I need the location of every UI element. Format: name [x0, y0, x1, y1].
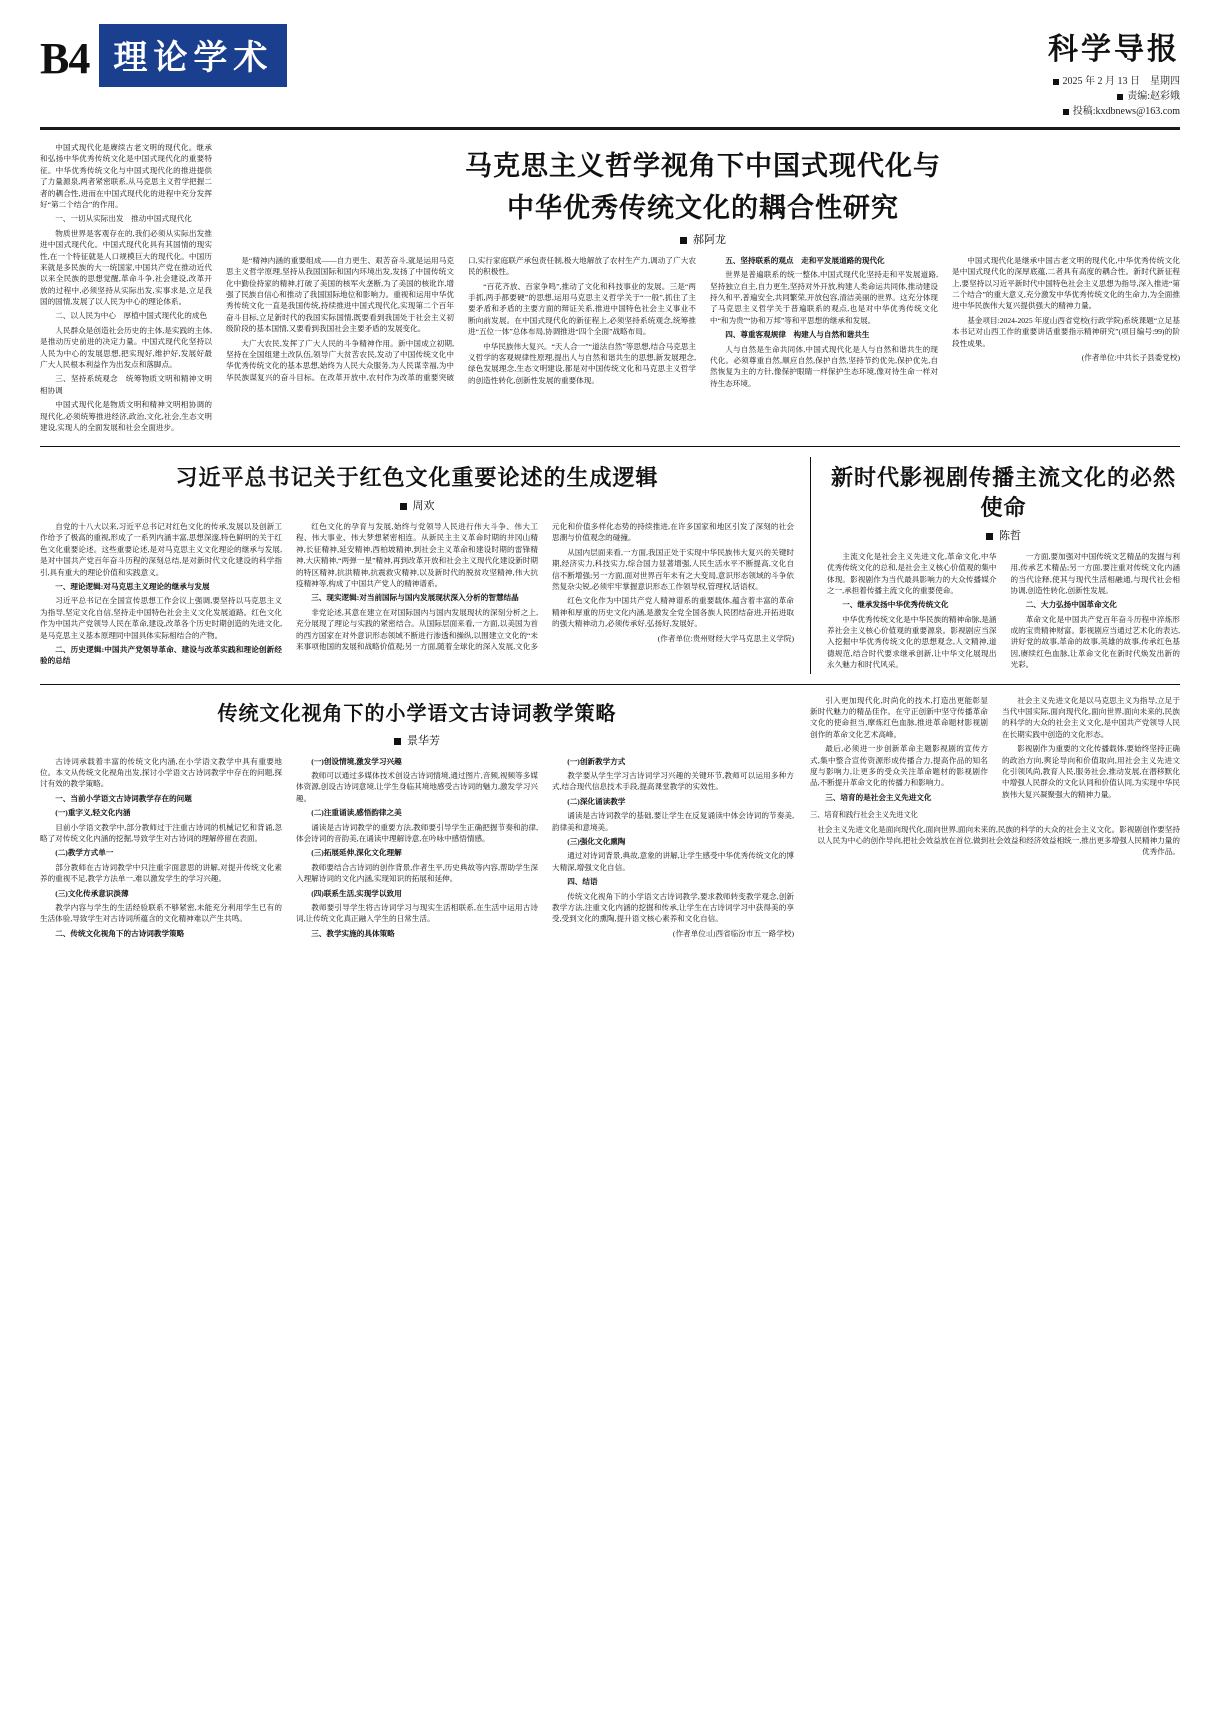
bullet-icon: [1063, 109, 1069, 115]
paragraph: 红色文化的孕育与发展,始终与党领导人民进行伟大斗争、伟大工程、伟大事业、伟大梦想紧密相连。从新民主主义革命时期的井冈山精神,长征精神,延安精神,西柏坡精神,到社会主义革命和建设时期的雷锋精神,大庆精神,“两弹一星”精神,再到改革开放和社会主义现代化建设新时期的特区精神,抗洪精神,抗震救灾精神,以及新时代的脱贫攻坚精神,伟大抗疫精神等,构成了中国共产党人的精神谱系。: [296, 522, 538, 589]
bullet-icon: [1053, 79, 1059, 85]
article-body: [226, 255, 1180, 389]
article-body-continued: [810, 695, 1180, 805]
paragraph: 教学要从学生学习古诗词学习兴趣的关键环节,教师可以运用多种方式,结合现代信息技术手段,提高课堂教学的实效性。: [552, 771, 794, 792]
section-title: 理论学术: [99, 24, 287, 87]
paragraph: 一方面,要加强对中国传统文艺精品的发掘与利用,传承艺术精品;另一方面,要注重对传统文化内涵的当代诠释,使其与现代生活相融通,与现代社会相协调,创造性转化,创新性发展。: [1010, 551, 1180, 595]
subheading: 一、理论逻辑:对马克思主义理论的继承与发展: [55, 582, 210, 592]
top-left-column: [40, 142, 212, 436]
paragraph: 教师可以通过多媒体技术创设古诗词情境,通过图片,音频,视频等多媒体资源,创设古诗词意境,让学生身临其境地感受古诗词的魅力,激发学习兴趣。: [296, 771, 538, 803]
subheading: (一)创设情境,激发学习兴趣: [311, 756, 402, 766]
paper-name: 科学导报: [1048, 33, 1180, 66]
paragraph: 是“精神内涵的重要组成——自力更生、艰苦奋斗,就是运用马克思主义哲学原理,坚持从我国国际和国内环境出发,发扬了中国传统文化中勤俭持家的精神,打破了美国的核军火垄断,为了美国的核讹诈,增强了民族自信心和推动了我国国际地位和影响力。重视和运用中华优秀传统文化一直是我国传统,持续推进中国式现代化,实现第二个百年奋斗目标,立足新时代的我国实际国情,既要看到我国处于社会主义初级阶段的基本国情,又要看到我国社会主要矛盾的发展变化。: [226, 255, 454, 334]
paragraph: 主流文化是社会主义先进文化,革命文化,中华优秀传统文化的总和,是社会主义核心价值观的集中体现。影视剧作为当代最具影响力的大众传播媒介之一,承担着传播主流文化的重要使命。: [827, 551, 997, 595]
subheading: 一、当前小学语文古诗词教学存在的问题: [55, 793, 192, 803]
subheading: 五、坚持联系的观点 走和平发展道路的现代化: [725, 255, 885, 265]
paragraph: 革命文化是中国共产党百年奋斗历程中淬炼形成的宝贵精神财富。影视剧应当通过艺术化的表达,讲好党的故事,革命的故事,英雄的故事,传承红色基因,赓续红色血脉,让革命文化在新时代焕发出新的光彩。: [1010, 614, 1180, 670]
masthead: [40, 24, 1180, 130]
subheading: 三、坚持系统观念 统筹物质文明和精神文明相协调: [40, 374, 212, 395]
paragraph: 人与自然是生命共同体,中国式现代化是人与自然和谐共生的现代化。必须尊重自然,顺应自然,保护自然,坚持节约优先,保护优先,自然恢复为主的方针,像保护眼睛一样保护生态环境,像对待生命一样对待生态环境。: [710, 344, 938, 388]
article-headline: 传统文化视角下的小学语文古诗词教学策略: [217, 702, 617, 725]
paragraph: 传统文化视角下的小学语文古诗词教学,要求教师转变教学观念,创新教学方法,注重文化内涵的挖掘和传承,让学生在古诗词学习中获得美的享受,受到文化的熏陶,提升语文核心素养和文化自信。: [552, 891, 794, 924]
subheading: (四)联系生活,实现学以致用: [311, 888, 402, 898]
article-tv-drama: [827, 457, 1180, 673]
article-body: [40, 521, 794, 667]
bottom-article-zone: [40, 695, 1180, 942]
paragraph: 中国式现代化是继承中国古老文明的现代化,中华优秀传统文化是中国式现代化的深厚底蕴,二者具有高度的耦合性。新时代新征程上,要坚持以习近平新时代中国特色社会主义思想为指导,深入推进“第二个结合”的重大意义,充分激发中华优秀传统文化的生命力,为全面推进中华民族伟大复兴提供强大的精神力量。: [952, 255, 1180, 311]
article-signature: (作者单位:中共长子县委党校): [1081, 353, 1180, 362]
masthead-left: [40, 24, 287, 87]
article-headline-line2: 中华优秀传统文化的耦合性研究: [507, 193, 899, 224]
byline-square-icon: [394, 738, 401, 745]
paragraph: 最后,必须进一步创新革命主题影视剧的宣传方式,集中整合宣传资源形成传播合力,提高作品的知名度与影响力,让更多的受众关注革命题材的影视剧作品,不断提升革命文化的传播力和影响力。: [810, 744, 988, 788]
paragraph: 教学内容与学生的生活经验联系不够紧密,未能充分利用学生已有的生活体验,导致学生对古诗词所蕴含的文化精神难以产生共鸣。: [40, 902, 282, 924]
paragraph: 通过对诗词背景,典故,意象的讲解,让学生感受中华优秀传统文化的博大精深,增强文化自信。: [552, 851, 794, 872]
middle-article-zone: [40, 457, 1180, 673]
subheading: (二)深化诵读教学: [567, 796, 626, 806]
byline-square-icon: [400, 503, 407, 510]
article-headline: 习近平总书记关于红色文化重要论述的生成逻辑: [175, 465, 659, 491]
paragraph: 目前小学语文教学中,部分教师过于注重古诗词的机械记忆和背诵,忽略了对传统文化内涵的挖掘,导致学生对古诗词的理解停留在表面。: [40, 822, 282, 843]
paragraph: 自党的十八大以来,习近平总书记对红色文化的传承,发展以及创新工作给予了极高的重视,形成了一系列内涵丰富,思想深邃,特色鲜明的关于红色文化重要论述。这些重要论述,是对马克思主义文化理论的继承与发展,是对中国共产党百年奋斗历程的深刻总结,是对新时代文化建设的科学指引,具有重大的理论价值和实践意义。: [40, 522, 282, 577]
article-byline: [226, 231, 1180, 247]
subheading: 三、现实逻辑:对当前国际与国内发展现状深入分析的智慧结晶: [311, 593, 519, 603]
article-byline: [40, 497, 794, 513]
article-signature: 社会主义先进文化是面向现代化,面向世界,面向未来的,民族的科学的大众的社会主义文化。影视剧创作要坚持以人民为中心的创作导向,把社会效益放在首位,做到社会效益和经济效益相统一,推出更多增强人民精神力量的优秀作品。: [817, 825, 1180, 857]
article-headline-line1: 马克思主义哲学视角下中国式现代化与: [465, 151, 941, 181]
paragraph: 非党论述,其意在建立在对国际国内与国内发展现状的深刻分析之上,充分展现了理论与实践的紧密结合。从国际层面来看,一方面,以美国为首的西方国家在对外意识形态领域不断进行渗透和操纵,以围建立文化的“未来事项他国的发展和战略价值观;另一方面,随着全球化的深入发展,文化多元化和价值多样化态势的持续推进,在许多国家和地区引发了深刻的社会思潮与价值观念的碰撞。: [296, 522, 794, 651]
section-divider: [40, 684, 1180, 685]
funding-note: 基金项目:2024-2025 年度山西省党校(行政学院)系统课题“立足基本书记对山西工作的重要讲话重要指示精神研究”(项目编号:99)的阶段性成果。: [952, 315, 1180, 348]
subheading: 四、结语: [567, 877, 598, 887]
paragraph: 红色文化作为中国共产党人精神谱系的重要载体,蕴含着丰富的革命精神和厚重的历史文化内涵,是激发全党全国各族人民团结奋进,开拓进取的强大精神动力,必须传承好,弘扬好,发展好。: [552, 596, 794, 629]
paragraph: 古诗词承载着丰富的传统文化内涵,在小学语文教学中具有重要地位。本文从传统文化视角出发,探讨小学语文古诗词教学中存在的问题,探讨有效的教学策略。: [40, 756, 282, 789]
top-main-article: [226, 142, 1180, 436]
author-name: 陈哲: [999, 529, 1021, 542]
author-name: 郝阿龙: [693, 233, 726, 246]
paragraph: 习近平总书记在全国宣传思想工作会议上强调,要坚持以马克思主义为指导,坚定文化自信,坚持走中国特色社会主义文化发展道路。红色文化作为中国共产党领导人民在革命,建设,改革各个历史时期创造的先进文化,是马克思主义基本原理同中国具体实际相结合的产物。: [40, 596, 282, 640]
subheading: 二、大力弘扬中国革命文化: [1025, 600, 1117, 610]
paragraph: 世界是普遍联系的统一整体,中国式现代化坚持走和平发展道路,坚持独立自主,自力更生,坚持对外开放,构建人类命运共同体,推动建设持久和平,普遍安全,共同繁荣,开放包容,清洁美丽的世界。这充分体现了马克思主义哲学关于普遍联系的观点,也是对中华优秀传统文化中“和为贵”“协和万邦”等和平思想的继承和发展。: [710, 270, 938, 325]
subheading: 二、历史逻辑:中国共产党领导革命、建设与改革实践和理论创新经验的总结: [40, 644, 282, 666]
subheading: (二)注重诵读,感悟韵律之美: [311, 808, 402, 818]
subheading: 一、继承发扬中华优秀传统文化: [842, 600, 949, 610]
article-red-culture: [40, 457, 794, 673]
article-byline: [827, 527, 1180, 543]
subheading: (三)文化传承意识淡薄: [55, 888, 129, 898]
editor-credit: 责编:赵彩娥: [1127, 91, 1180, 102]
paragraph: 引入更加现代化,时尚化的技术,打造出更能彰显新时代魅力的精品佳作。在守正创新中坚守传播革命文化的使命担当,摩炼红色血脉,推进革命题材影视剧创作的革命文化艺术高峰。: [810, 695, 988, 739]
submission-email: 投稿:kxdbnews@163.com: [1072, 106, 1180, 117]
subheading: 三、培育的是社会主义先进文化: [825, 792, 932, 802]
subheading: 二、以人民为中心 厚植中国式现代化的成色: [55, 311, 208, 321]
funding-note: 三、培育和践行社会主义先进文化: [810, 810, 918, 819]
paragraph: 诵读是古诗词教学的基础,要让学生在反复诵读中体会诗词的节奏美,韵律美和意境美。: [552, 811, 794, 832]
subheading: (三)强化文化熏陶: [567, 837, 626, 846]
vertical-divider: [810, 457, 811, 673]
byline-square-icon: [680, 237, 687, 244]
subheading: 三、教学实施的具体策略: [311, 928, 395, 938]
author-name: 周欢: [412, 500, 435, 513]
masthead-right: [1048, 24, 1180, 119]
article-body: [827, 551, 1180, 674]
article-signature: (作者单位:贵州财经大学马克思主义学院): [657, 633, 794, 643]
paragraph: 从国内层面来看,一方面,我国正处于实现中华民族伟大复兴的关键时期,经济实力,科技实力,综合国力显著增强,人民生活水平不断提高,文化自信不断增强;另一方面,面对世界百年未有之大变局,意识形态领域的斗争依然复杂尖锐,必须牢牢掌握意识形态工作领导权,管理权,话语权。: [552, 547, 794, 592]
subheading: (一)重字义,轻文化内涵: [55, 808, 131, 818]
paragraph: 诵读是古诗词教学的重要方法,教师要引导学生正确把握节奏和韵律,体会诗词的音韵美,在诵读中理解诗意,在吟咏中感悟情感。: [296, 822, 538, 843]
subheading: (一)创新教学方式: [567, 756, 626, 766]
section-divider: [40, 446, 1180, 447]
paragraph: 中国式现代化是物质文明和精神文明相协调的现代化,必须统筹推进经济,政治,文化,社会,生态文明建设,实现人的全面发展和社会全面进步。: [40, 400, 212, 432]
article-signature: (作者单位:山西省临汾市五一路学校): [672, 928, 794, 938]
paragraph: 大广大农民,发挥了广大人民的斗争精神作用。新中国成立初期,坚持在全国组建土改队伍,领导广大贫苦农民,发动了中国传统文化中华优秀传统文化的基本思想,始终为人民大众服务,为人民谋幸福,为中华民族谋复兴的奋斗目标。在改革开放中,农村作为改革的重要突破口,实行家庭联产承包责任制,极大地解放了农村生产力,调动了广大农民的积极性。: [226, 255, 696, 382]
page-folio: B4: [40, 33, 90, 83]
subheading: (三)拓展延伸,深化文化理解: [311, 848, 402, 858]
paragraph: 中国式现代化是赓续古老文明的现代化。继承和弘扬中华优秀传统文化是中国式现代化的重要特征。中华优秀传统文化与中国式现代化的推进提供了力量源泉,两者紧密联系,从马克思主义哲学把握二者的耦合性,进而在中国式现代化的进程中充分发挥好“第二个结合”的作用。: [40, 143, 212, 209]
bullet-icon: [1117, 94, 1123, 100]
subheading: (二)教学方式单一: [55, 848, 114, 858]
paragraph: 教师要引导学生将古诗词学习与现实生活相联系,在生活中运用古诗词,让传统文化真正融入学生的日常生活。: [296, 902, 538, 924]
author-name: 景华芳: [407, 734, 440, 747]
publish-date: 2025 年 2 月 13 日 星期四: [1062, 76, 1180, 87]
article-tv-drama-continued: [810, 695, 1180, 942]
top-article-zone: [40, 142, 1180, 436]
subheading: 四、尊重客观规律 构建人与自然和谐共生: [725, 330, 870, 340]
paragraph: 部分教师在古诗词教学中只注重字面意思的讲解,对提升传统文化素养的重视不足,教学方法单一,难以激发学生的学习兴趣。: [40, 862, 282, 884]
byline-square-icon: [986, 533, 993, 540]
article-body: [40, 756, 794, 942]
subheading: 二、传统文化视角下的古诗词教学策略: [55, 928, 185, 938]
paragraph: 影视剧作为重要的文化传播载体,要始终坚持正确的政治方向,舆论导向和价值取向,用社会主义先进文化引领风尚,教育人民,服务社会,推动发展,在潜移默化中增强人民群众的文化认同和价值认同,为实现中华民族伟大复兴凝聚强大的精神力量。: [1002, 744, 1180, 799]
paragraph: 人民群众是创造社会历史的主体,是实践的主体,是推动历史前进的决定力量。中国式现代化坚持以人民为中心的发展思想,把实现好,维护好,发展好最广大人民根本利益作为出发点和落脚点。: [40, 325, 212, 370]
paragraph: 中华优秀传统文化是中华民族的精神命脉,是涵养社会主义核心价值观的重要源泉。影视剧应当深入挖掘中华优秀传统文化的思想观念,人文精神,道德规范,结合时代要求继承创新,让中华文化展现出永久魅力和时代风采。: [827, 614, 997, 670]
paragraph: 教师要结合古诗词的创作背景,作者生平,历史典故等内容,帮助学生深入理解诗词的文化内涵,实现知识的拓展和延伸。: [296, 862, 538, 884]
article-byline: [40, 732, 794, 748]
masthead-meta: [1048, 74, 1180, 119]
paragraph: 物质世界是客观存在的,我们必须从实际出发推进中国式现代化。中国式现代化具有其国情的现实性,在一个特征就是人口规模巨大的现代化。中国历来就是多民族的大一统国家,中国共产党在推动近代以来全民族的思想觉醒,革命斗争,社会建设,改革开放的过程中,必须坚持从实际出发,实事求是,立足我国的国情,发展了以人民为中心的理论体系。: [40, 228, 212, 307]
paragraph: 中华民族伟大复兴。“天人合一”“道法自然”等思想,结合马克思主义哲学的客观规律性原理,提出人与自然和谐共生的思想,新发展理念,绿色发展理念,生态文明建设,都是对中国传统文化和马克思主义哲学的创造性转化,创新性发展的重要体现。: [468, 341, 697, 385]
paragraph: 社会主义先进文化是以马克思主义为指导,立足于当代中国实际,面向现代化,面向世界,面向未来的,民族的科学的大众的社会主义文化,是中国共产党领导人民在长期实践中创造的文化形态。: [1002, 695, 1180, 739]
subheading: 一、一切从实际出发 推动中国式现代化: [55, 214, 192, 224]
article-poetry-teaching: [40, 695, 794, 942]
article-headline: 新时代影视剧传播主流文化的必然使命: [830, 465, 1176, 521]
paragraph: “百花齐放、百家争鸣”,推动了文化和科技事业的发展。三是“两手抓,两手都要硬”的思想,运用马克思主义哲学关于“一般”,抓住了主要矛盾和矛盾的主要方面的辩证关系,推进中国特色社会主义事业不断向前发展。在中国式现代化的新征程上,必须坚持系统观念,统筹推进“五位一体”总体布局,协调推进“四个全面”战略布局。: [468, 281, 696, 337]
